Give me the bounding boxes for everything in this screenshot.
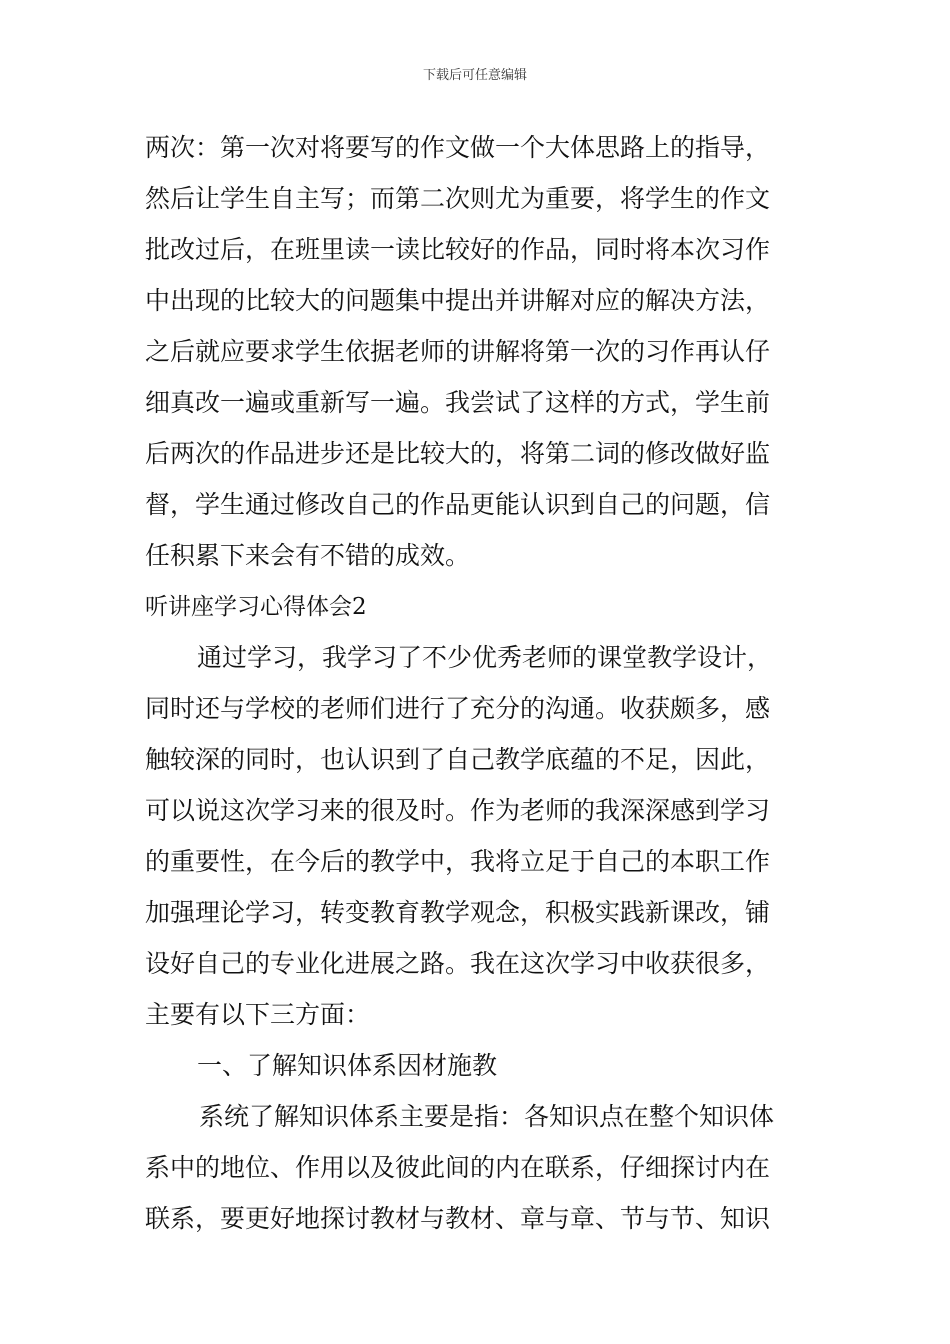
subsection-heading: 一、了解知识体系因材施教 <box>197 1051 498 1080</box>
document-body <box>145 128 810 1250</box>
paragraph-line: 中出现的比较大的问题集中提出并讲解对应的解决方法， <box>145 286 771 315</box>
paragraph-line: 然后让学生自主写；而第二次则尤为重要，将学生的作文 <box>145 184 771 213</box>
paragraph-line: 同时还与学校的老师们进行了充分的沟通。收获颇多，感 <box>145 694 771 723</box>
paragraph-line: 可以说这次学习来的很及时。作为老师的我深深感到学习 <box>145 796 771 825</box>
paragraph-line: 系统了解知识体系主要是指：各知识点在整个知识体 <box>199 1102 775 1131</box>
paragraph-line: 系中的地位、作用以及彼此间的内在联系，仔细探讨内在 <box>145 1153 771 1182</box>
paragraph-line: 批改过后，在班里读一读比较好的作品，同时将本次习作 <box>145 235 771 264</box>
paragraph-line: 主要有以下三方面： <box>145 1000 371 1029</box>
paragraph-line: 督，学生通过修改自己的作品更能认识到自己的问题，信 <box>145 490 771 519</box>
page-header: 下载后可任意编辑 <box>422 68 527 83</box>
paragraph-line: 设好自己的专业化进展之路。我在这次学习中收获很多， <box>145 949 771 978</box>
paragraph-line: 任积累下来会有不错的成效。 <box>145 541 471 570</box>
paragraph-line: 的重要性，在今后的教学中，我将立足于自己的本职工作 <box>145 847 771 876</box>
paragraph-line: 后两次的作品进步还是比较大的，将第二词的修改做好监 <box>145 439 771 468</box>
section-heading: 听讲座学习心得体会2 <box>145 594 367 620</box>
paragraph-line: 两次：第一次对将要写的作文做一个大体思路上的指导， <box>145 133 771 162</box>
paragraph-line: 联系，要更好地探讨教材与教材、章与章、节与节、知识 <box>145 1204 771 1233</box>
paragraph-line: 之后就应要求学生依据老师的讲解将第一次的习作再认仔 <box>145 337 771 366</box>
paragraph-line: 细真改一遍或重新写一遍。我尝试了这样的方式，学生前 <box>145 388 771 417</box>
paragraph-line: 触较深的同时，也认识到了自己教学底蕴的不足，因此， <box>145 745 771 774</box>
paragraph-line: 加强理论学习，转变教育教学观念，积极实践新课改，铺 <box>145 898 771 927</box>
paragraph-line: 通过学习，我学习了不少优秀老师的课堂教学设计， <box>197 643 773 672</box>
